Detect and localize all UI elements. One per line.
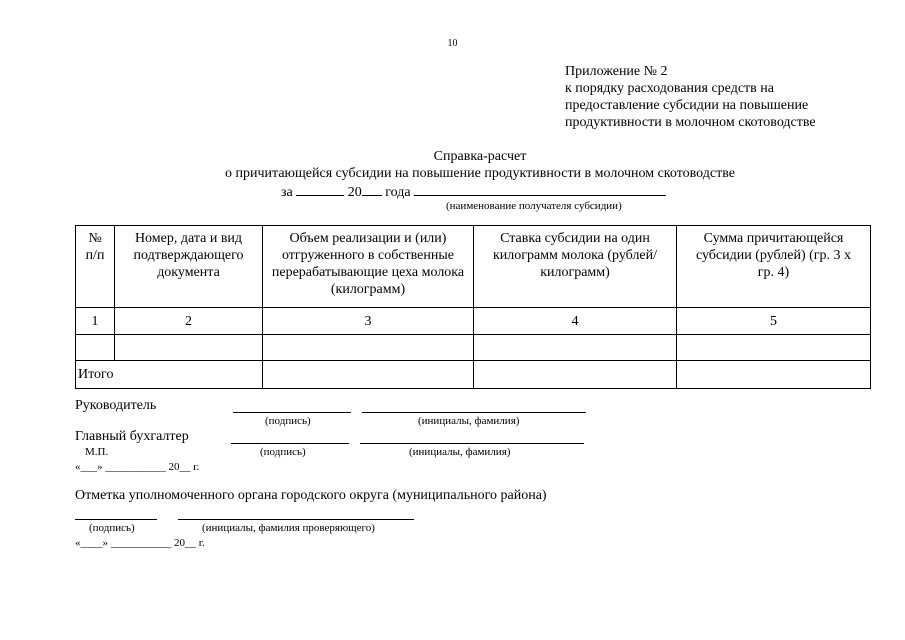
head-signature-line — [233, 412, 351, 413]
period-suffix: года — [385, 185, 411, 200]
appendix-line-3: продуктивности в молочном скотоводстве — [565, 115, 816, 130]
column-numbers-row — [76, 308, 871, 335]
header-cell-amount: Сумма причитающейся субсидии (рублей) (гр. 3 х гр. 4) — [677, 226, 871, 308]
total-cell — [677, 361, 871, 389]
period-line — [281, 183, 666, 201]
head-label: Руководитель — [75, 398, 157, 413]
header-cell-volume: Объем реализации и (или) отгруженного в собственные перерабатывающие цеха молока (килограмм) — [263, 226, 474, 308]
header-cell-rate: Ставка субсидии на один килограмм молока (рублей/килограмм) — [474, 226, 677, 308]
stamp-label: М.П. — [85, 446, 109, 458]
verifier-initials-line — [178, 519, 414, 520]
date-line-2: «____» ___________ 20__ г. — [75, 537, 205, 549]
accountant-initials-line — [360, 443, 584, 444]
total-row — [76, 361, 871, 389]
year-blank — [362, 183, 382, 196]
authority-label: Отметка уполномоченного органа городского округа (муниципального района) — [75, 488, 547, 503]
table-cell — [474, 335, 677, 361]
table-header-row — [76, 226, 871, 308]
total-cell — [263, 361, 474, 389]
appendix-title: Приложение № 2 — [565, 64, 668, 79]
page-number: 10 — [447, 38, 458, 49]
period-prefix: за — [281, 185, 293, 200]
recipient-blank — [414, 183, 666, 196]
table-cell — [263, 335, 474, 361]
document-title: Справка-расчет — [433, 149, 527, 164]
accountant-signature-caption: (подпись) — [260, 446, 306, 458]
verifier-initials-caption: (инициалы, фамилия проверяющего) — [202, 522, 375, 534]
verifier-signature-caption: (подпись) — [89, 522, 135, 534]
column-number-1: 1 — [76, 308, 115, 335]
column-number-5: 5 — [677, 308, 871, 335]
column-number-3: 3 — [263, 308, 474, 335]
document-subtitle: о причитающейся субсидии на повышение продуктивности в молочном скотоводстве — [225, 166, 735, 181]
accountant-signature-line — [231, 443, 349, 444]
appendix-line-1: к порядку расходования средств на — [565, 81, 774, 96]
period-year: 20 — [347, 185, 362, 200]
table-row — [76, 335, 871, 361]
appendix-header — [565, 63, 816, 131]
verifier-signature-line — [75, 519, 157, 520]
table-cell — [115, 335, 263, 361]
header-cell-number: № п/п — [76, 226, 115, 308]
table-cell — [677, 335, 871, 361]
date-line-1: «___» ___________ 20__ г. — [75, 461, 200, 473]
recipient-caption: (наименование получателя субсидии) — [446, 200, 622, 212]
total-cell — [474, 361, 677, 389]
column-number-2: 2 — [115, 308, 263, 335]
table-cell — [76, 335, 115, 361]
accountant-label: Главный бухгалтер — [75, 429, 189, 444]
accountant-initials-caption: (инициалы, фамилия) — [409, 446, 511, 458]
head-signature-caption: (подпись) — [265, 415, 311, 427]
calculation-table — [75, 225, 871, 389]
header-cell-document: Номер, дата и вид подтверждающего документа — [115, 226, 263, 308]
period-blank — [296, 183, 344, 196]
total-label: Итого — [76, 361, 263, 389]
column-number-4: 4 — [474, 308, 677, 335]
head-initials-line — [362, 412, 586, 413]
appendix-line-2: предоставление субсидии на повышение — [565, 98, 809, 113]
head-initials-caption: (инициалы, фамилия) — [418, 415, 520, 427]
